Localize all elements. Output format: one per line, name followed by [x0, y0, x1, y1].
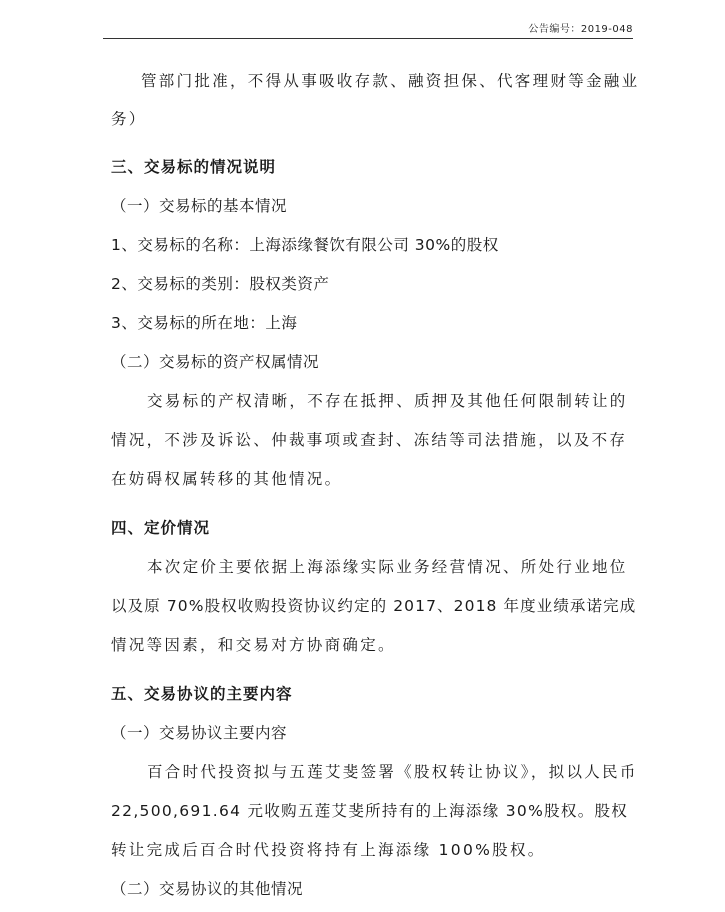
paragraph-line: 本次定价主要依据上海添缘实际业务经营情况、所处行业地位: [147, 558, 628, 576]
paragraph-line: 22,500,691.64 元收购五莲艾斐所持有的上海添缘 30%股权。股权: [111, 802, 629, 820]
section-heading-4: 四、定价情况: [111, 519, 211, 537]
list-item: 3、交易标的所在地：上海: [111, 314, 298, 332]
subsection-heading: （一）交易标的基本情况: [111, 197, 288, 215]
list-item: 2、交易标的类别：股权类资产: [111, 275, 330, 293]
list-item: 1、交易标的名称：上海添缘餐饮有限公司 30%的股权: [111, 236, 499, 254]
paragraph-line: 情况，不涉及诉讼、仲裁事项或查封、冻结等司法措施，以及不存: [111, 431, 628, 449]
paragraph-line: 情况等因素，和交易对方协商确定。: [111, 636, 396, 654]
paragraph-line: 以及原 70%股权收购投资协议约定的 2017、2018 年度业绩承诺完成: [111, 597, 637, 615]
paragraph-line: 交易标的产权清晰，不存在抵押、质押及其他任何限制转让的: [147, 392, 628, 410]
continued-text-line: 管部门批准，不得从事吸收存款、融资担保、代客理财等金融业: [141, 72, 640, 90]
subsection-heading: （二）交易标的资产权属情况: [111, 353, 320, 371]
paragraph-line: 在妨碍权属转移的其他情况。: [111, 470, 343, 488]
paragraph-line: 转让完成后百合时代投资将持有上海添缘 100%股权。: [111, 841, 546, 859]
announcement-number: 公告编号：2019-048: [528, 24, 633, 35]
section-heading-5: 五、交易协议的主要内容: [111, 685, 293, 703]
section-heading-3: 三、交易标的情况说明: [111, 158, 277, 176]
subsection-heading: （二）交易协议的其他情况: [111, 880, 304, 898]
subsection-heading: （一）交易协议主要内容: [111, 724, 288, 742]
paragraph-line: 百合时代投资拟与五莲艾斐签署《股权转让协议》，拟以人民币: [147, 763, 638, 781]
continued-text-line: 务）: [111, 110, 147, 128]
header-rule: [103, 38, 633, 39]
